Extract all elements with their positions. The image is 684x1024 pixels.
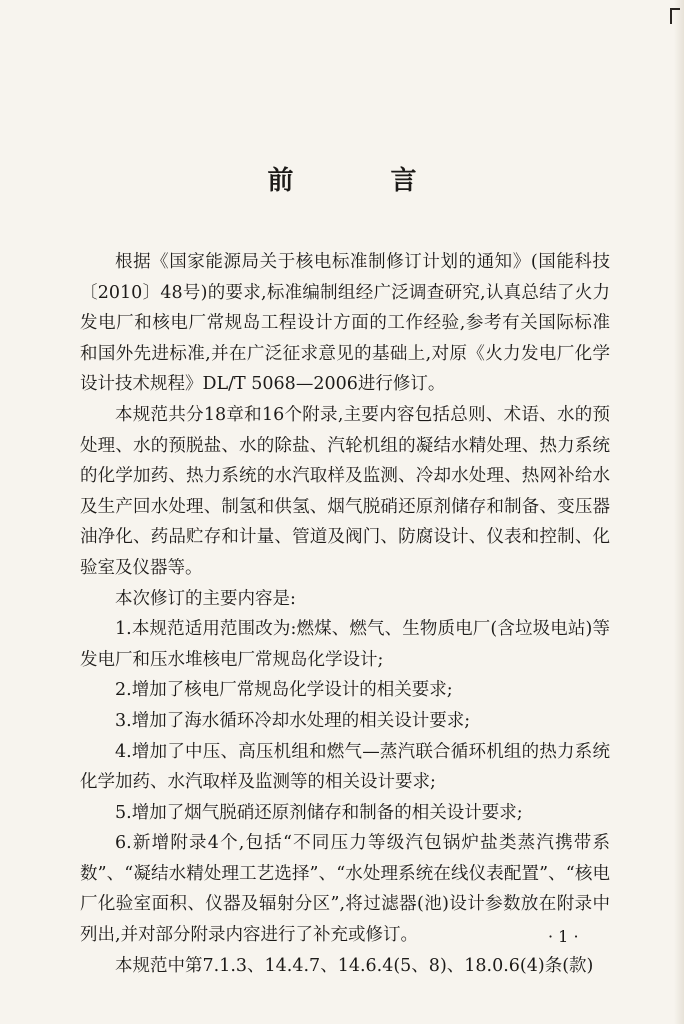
paragraph-item-4: 4.增加了中压、高压机组和燃气—蒸汽联合循环机组的热力系统化学加药、水汽取样及监测等的相关设计要求; bbox=[80, 741, 610, 793]
document-body bbox=[80, 247, 610, 981]
paragraph-revision-heading: 本次修订的主要内容是: bbox=[115, 588, 296, 609]
paragraph-item-3: 3.增加了海水循环冷却水处理的相关设计要求; bbox=[115, 710, 471, 731]
paragraph-item-6: 6.新增附录4个,包括“不同压力等级汽包锅炉盐类蒸汽携带系数”、“凝结水精处理工艺选择”、“水处理系统在线仪表配置”、“核电厂化验室面积、仪器及辐射分区”,将过滤器(池)设计参数放在附录中列出,并对部分附录内容进行了补充或修订。 bbox=[80, 833, 610, 946]
page-title: 前 言 bbox=[267, 166, 461, 196]
corner-mark bbox=[670, 8, 680, 24]
paragraph-clauses: 本规范中第7.1.3、14.4.7、14.6.4(5、8)、18.0.6(4)条(款) bbox=[115, 955, 594, 976]
paragraph-item-2: 2.增加了核电厂常规岛化学设计的相关要求; bbox=[115, 680, 453, 701]
page-edge-shadow bbox=[674, 0, 684, 1024]
page-number: · 1 · bbox=[548, 927, 579, 946]
paragraph-item-5: 5.增加了烟气脱硝还原剂储存和制备的相关设计要求; bbox=[115, 802, 523, 823]
paragraph-scope: 本规范共分18章和16个附录,主要内容包括总则、术语、水的预处理、水的预脱盐、水的除盐、汽轮机组的凝结水精处理、热力系统的化学加药、热力系统的水汽取样及监测、冷却水处理、热网补给水及生产回水处理、制氢和供氢、烟气脱硝还原剂储存和制备、变压器油净化、药品贮存和计量、管道及阀门、防腐设计、仪表和控制、化验室及仪器等。 bbox=[80, 404, 610, 578]
paragraph-item-1: 1.本规范适用范围改为:燃煤、燃气、生物质电厂(含垃圾电站)等发电厂和压水堆核电厂常规岛化学设计; bbox=[80, 619, 610, 670]
paragraph-intro: 根据《国家能源局关于核电标准制修订计划的通知》(国能科技〔2010〕48号)的要求,标准编制组经广泛调查研究,认真总结了火力发电厂和核电厂常规岛工程设计方面的工作经验,参考有关国际标准和国外先进标准,并在广泛征求意见的基础上,对原《火力发电厂化学设计技术规程》DL/T 5068—2006进行修订。 bbox=[80, 252, 610, 395]
